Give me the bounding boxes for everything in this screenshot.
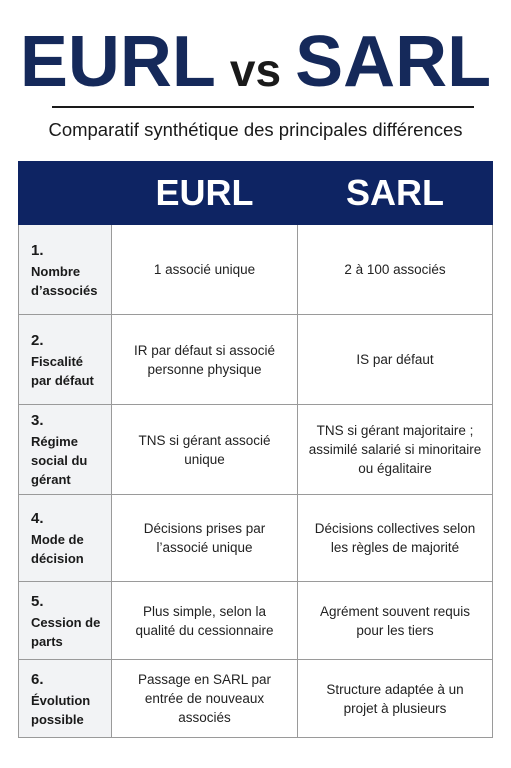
column-header-eurl: EURL: [112, 162, 298, 225]
page-title: [0, 22, 511, 102]
eurl-cell: IR par défaut si associé personne physique: [112, 315, 298, 405]
row-number: 1.: [31, 241, 44, 259]
sarl-cell: IS par défaut: [298, 315, 493, 405]
row-label-cell: [19, 225, 112, 315]
title-sarl: SARL: [295, 22, 492, 102]
row-label-cell: [19, 495, 112, 582]
row-label: Évolution possible: [31, 692, 91, 727]
sarl-cell: Décisions collectives selon les règles de majorité: [298, 495, 493, 582]
row-label: Cession de parts: [31, 614, 101, 649]
eurl-cell: Décisions prises par l’associé unique: [112, 495, 298, 582]
header-corner-cell: [19, 162, 112, 225]
table-header-row: [19, 162, 493, 225]
table-row: [19, 315, 493, 405]
title-eurl: EURL: [19, 22, 216, 102]
sarl-cell: Agrément souvent requis pour les tiers: [298, 582, 493, 660]
row-number: 3.: [31, 412, 44, 429]
eurl-cell: Passage en SARL par entrée de nouveaux associés: [112, 660, 298, 738]
title-vs: vs: [229, 44, 282, 96]
table-row: [19, 495, 493, 582]
row-label: Régime social du gérant: [31, 434, 88, 487]
eurl-cell: Plus simple, selon la qualité du cessionnaire: [112, 582, 298, 660]
comparison-table: [18, 161, 493, 738]
eurl-cell: 1 associé unique: [112, 225, 298, 315]
sarl-cell: TNS si gérant majoritaire ; assimilé salarié si minoritaire ou égalitaire: [298, 405, 493, 495]
row-number: 6.: [31, 670, 44, 688]
eurl-cell: TNS si gérant associé unique: [112, 405, 298, 495]
row-label-cell: [19, 405, 112, 495]
table-row: [19, 582, 493, 660]
page-subtitle: Comparatif synthétique des principales différences: [48, 119, 463, 140]
row-number: 5.: [31, 592, 44, 610]
column-header-sarl: SARL: [298, 162, 493, 225]
title-divider: [52, 106, 474, 108]
sarl-cell: Structure adaptée à un projet à plusieurs: [298, 660, 493, 738]
row-number: 4.: [31, 510, 44, 527]
row-label-cell: [19, 660, 112, 738]
table-row: [19, 660, 493, 738]
row-label: Nombre d’associés: [31, 263, 98, 298]
row-label-cell: [19, 315, 112, 405]
row-number: 2.: [31, 331, 44, 349]
sarl-cell: 2 à 100 associés: [298, 225, 493, 315]
table-row: [19, 405, 493, 495]
row-label: Mode de décision: [31, 532, 84, 566]
row-label-cell: [19, 582, 112, 660]
table-row: [19, 225, 493, 315]
row-label: Fiscalité par défaut: [31, 353, 94, 388]
